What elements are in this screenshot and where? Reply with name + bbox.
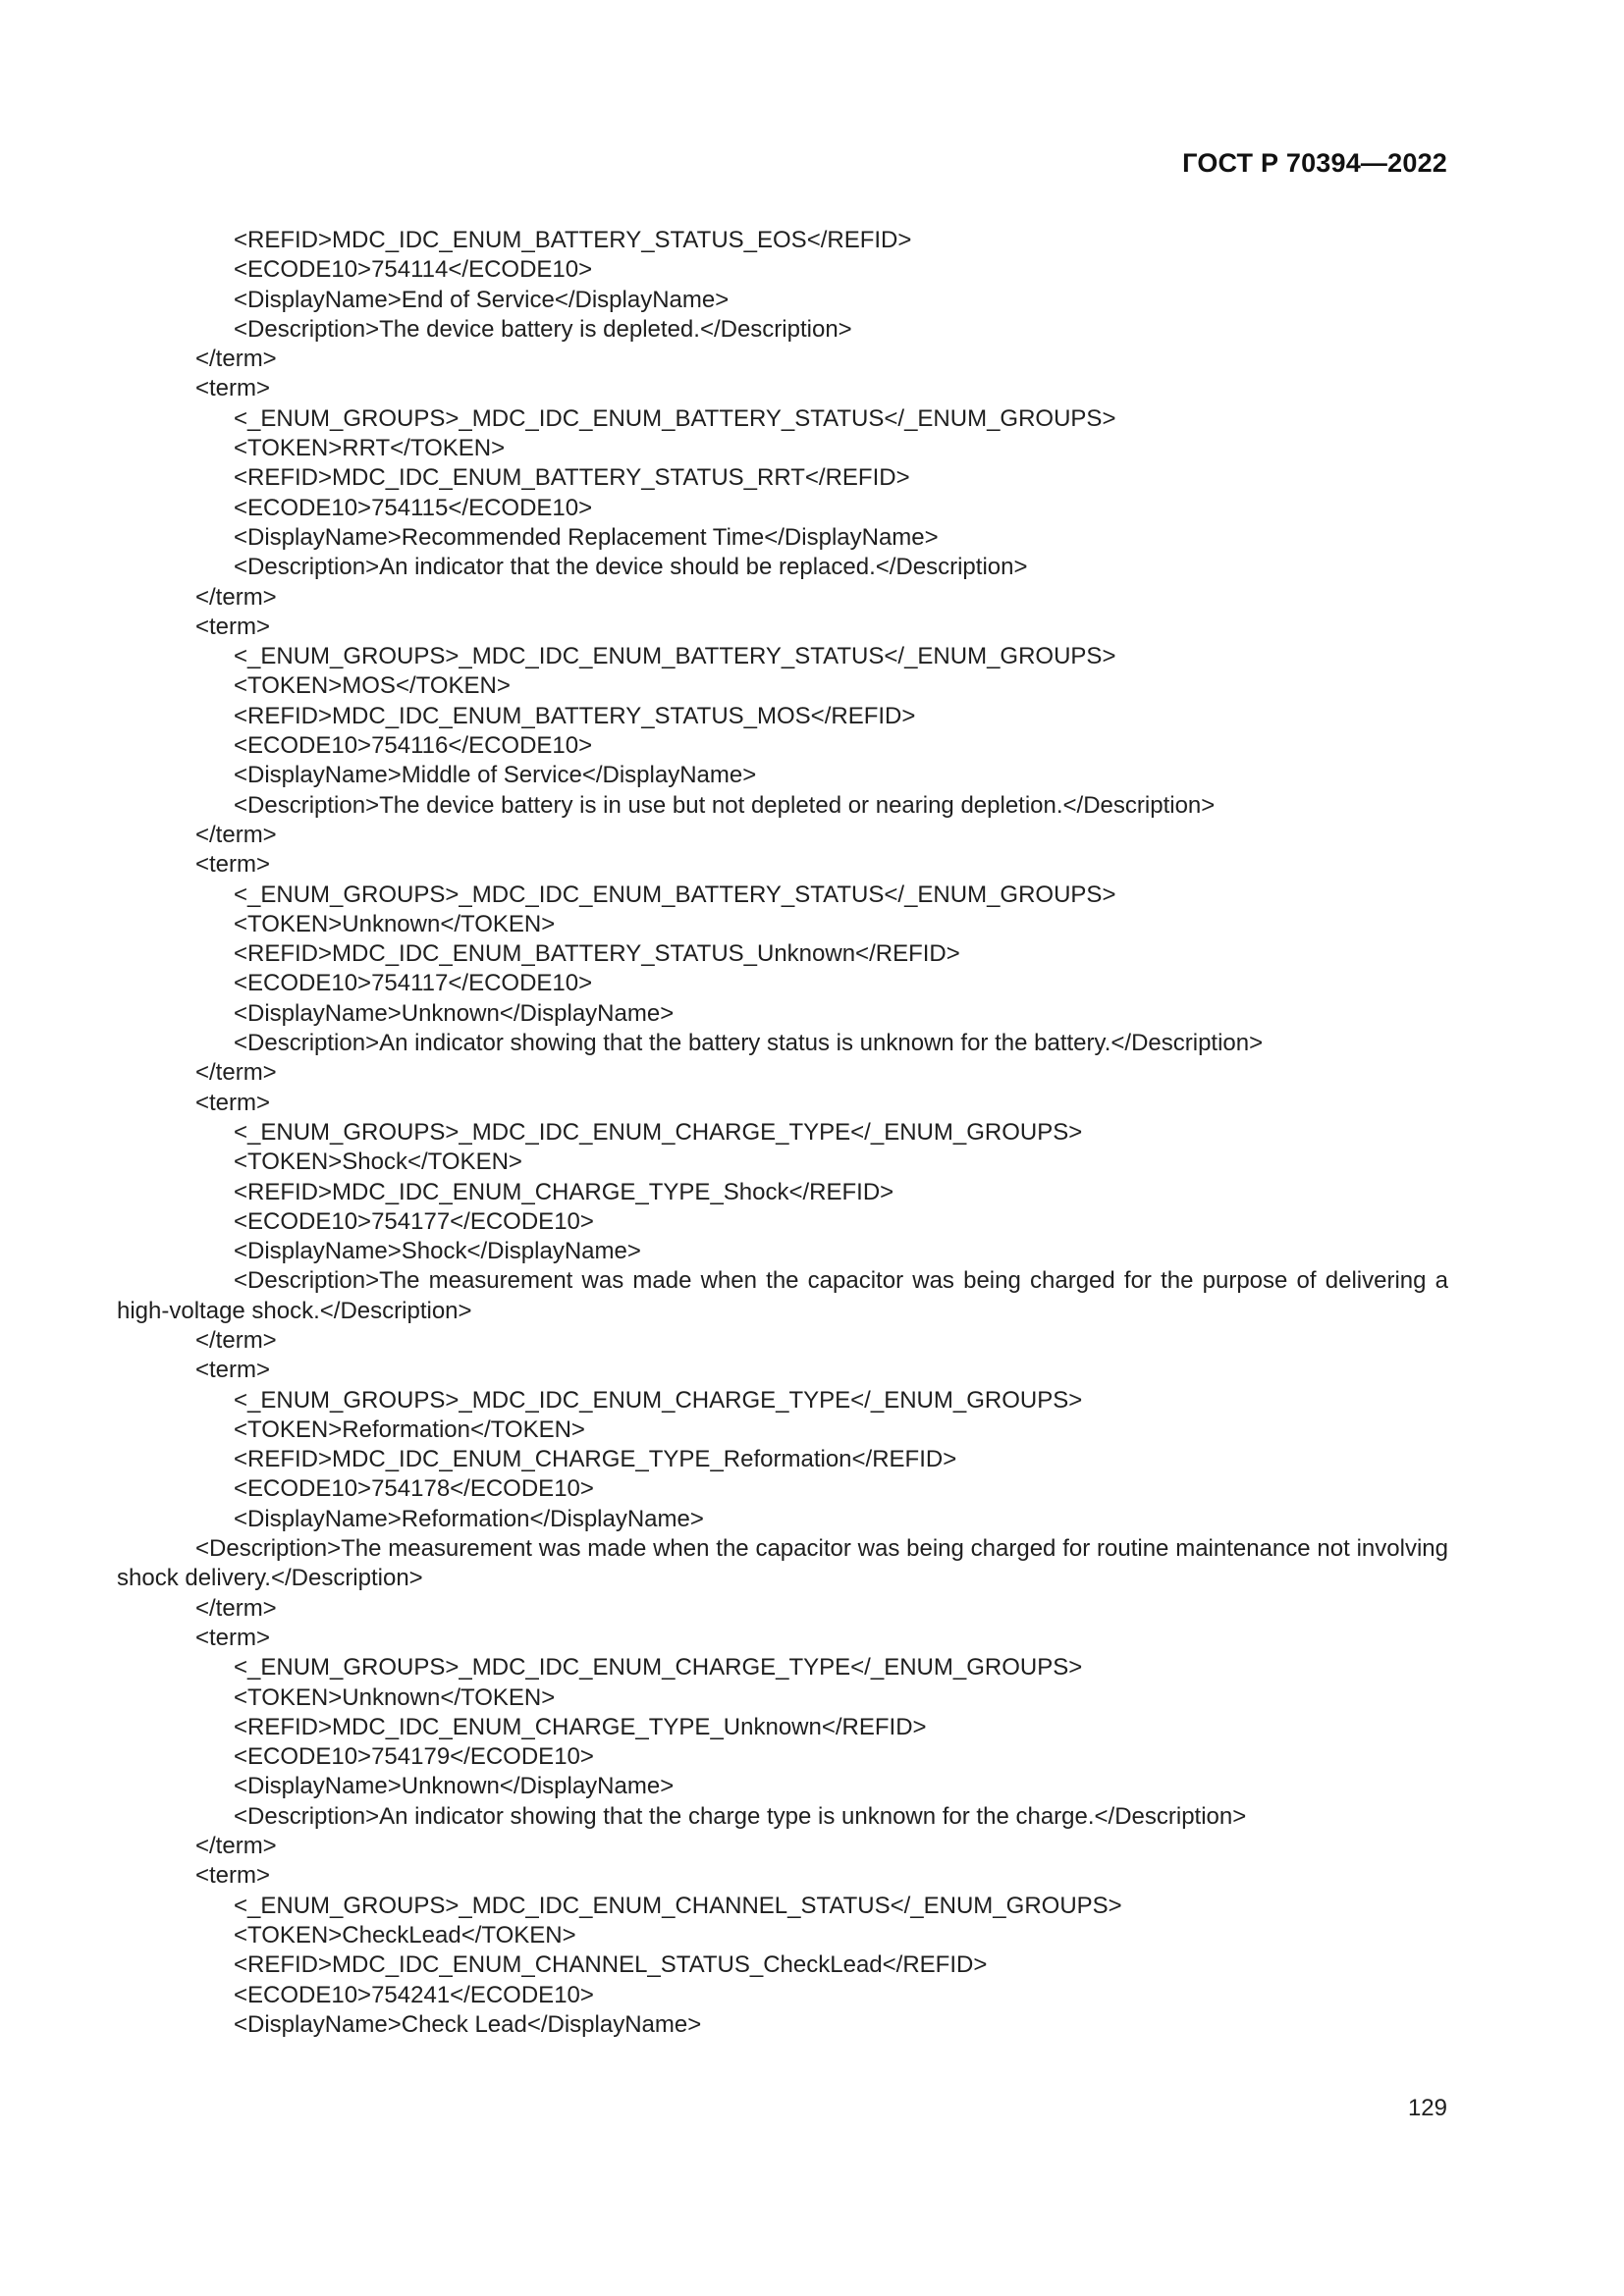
listing-line: <_ENUM_GROUPS>_MDC_IDC_ENUM_BATTERY_STATUS</_ENUM_GROUPS>	[234, 881, 1116, 908]
listing-line: <TOKEN>Shock</TOKEN>	[234, 1148, 522, 1176]
listing-line: <TOKEN>Reformation</TOKEN>	[234, 1415, 585, 1443]
listing-line: <term>	[195, 1357, 271, 1384]
listing-line: <REFID>MDC_IDC_ENUM_CHANNEL_STATUS_CheckLead</REFID>	[234, 1951, 988, 1979]
listing-line: <_ENUM_GROUPS>_MDC_IDC_ENUM_BATTERY_STATUS</_ENUM_GROUPS>	[234, 643, 1116, 670]
listing-line: <Description>The measurement was made when the capacitor was being charged for the purpose of delivering a high-voltage shock.</Description>	[117, 1267, 1448, 1324]
listing-line: <ECODE10>754179</ECODE10>	[234, 1743, 594, 1771]
listing-line: <_ENUM_GROUPS>_MDC_IDC_ENUM_CHARGE_TYPE</_ENUM_GROUPS>	[234, 1118, 1083, 1146]
listing-line: <DisplayName>Middle of Service</DisplayName>	[234, 762, 757, 789]
listing-line: <Description>The device battery is depleted.</Description>	[234, 315, 852, 343]
listing-line: <DisplayName>Recommended Replacement Time</DisplayName>	[234, 523, 939, 551]
listing-line: <Description>An indicator showing that the battery status is unknown for the battery.</Description>	[234, 1030, 1264, 1057]
listing-line: <REFID>MDC_IDC_ENUM_BATTERY_STATUS_EOS</REFID>	[234, 227, 912, 253]
listing-line: <REFID>MDC_IDC_ENUM_CHARGE_TYPE_Shock</REFID>	[234, 1178, 894, 1205]
listing-line: <ECODE10>754178</ECODE10>	[234, 1475, 594, 1503]
listing-line: <term>	[195, 1862, 271, 1890]
listing-line: <TOKEN>Unknown</TOKEN>	[234, 1683, 556, 1711]
listing-line: <REFID>MDC_IDC_ENUM_BATTERY_STATUS_RRT</REFID>	[234, 464, 910, 492]
listing-line: <DisplayName>Reformation</DisplayName>	[234, 1505, 704, 1532]
listing-line: <term>	[195, 1089, 271, 1116]
listing-line: <DisplayName>Shock</DisplayName>	[234, 1238, 641, 1265]
listing-line: <_ENUM_GROUPS>_MDC_IDC_ENUM_CHARGE_TYPE</_ENUM_GROUPS>	[234, 1386, 1083, 1414]
listing-line: <ECODE10>754116</ECODE10>	[234, 732, 593, 760]
listing-line: <Description>The measurement was made when the capacitor was being charged for routine maintenance not involving shock delivery.</Description>	[117, 1535, 1448, 1592]
listing-line: <TOKEN>MOS</TOKEN>	[234, 672, 511, 700]
listing-line: <DisplayName>Check Lead</DisplayName>	[234, 2010, 702, 2038]
listing-line: <Description>An indicator showing that the charge type is unknown for the charge.</Description>	[234, 1802, 1247, 1830]
listing-line: <ECODE10>754241</ECODE10>	[234, 1981, 594, 2008]
listing-line: </term>	[195, 1059, 277, 1087]
xml-listing	[117, 226, 1448, 2040]
listing-line: <DisplayName>Unknown</DisplayName>	[234, 999, 675, 1027]
listing-line: <_ENUM_GROUPS>_MDC_IDC_ENUM_CHANNEL_STATUS</_ENUM_GROUPS>	[234, 1892, 1122, 1919]
listing-line: <Description>An indicator that the device should be replaced.</Description>	[234, 554, 1028, 581]
listing-line: <REFID>MDC_IDC_ENUM_CHARGE_TYPE_Reformation</REFID>	[234, 1446, 957, 1473]
page-number: 129	[1407, 2095, 1447, 2121]
listing-line: <REFID>MDC_IDC_ENUM_BATTERY_STATUS_MOS</REFID>	[234, 702, 916, 729]
listing-line: <REFID>MDC_IDC_ENUM_BATTERY_STATUS_Unknown</REFID>	[234, 940, 960, 968]
listing-line: <term>	[195, 1624, 271, 1651]
listing-line: </term>	[195, 1326, 277, 1354]
listing-line: <TOKEN>RRT</TOKEN>	[234, 435, 506, 462]
listing-line: <DisplayName>End of Service</DisplayName>	[234, 286, 730, 313]
listing-line: </term>	[195, 1833, 277, 1860]
listing-line: <REFID>MDC_IDC_ENUM_CHARGE_TYPE_Unknown</REFID>	[234, 1713, 927, 1740]
document-standard-number: ГОСТ Р 70394—2022	[1182, 148, 1447, 178]
listing-line: <ECODE10>754114</ECODE10>	[234, 256, 593, 284]
listing-line: </term>	[195, 583, 277, 611]
listing-line: </term>	[195, 346, 277, 373]
listing-line: </term>	[195, 1594, 277, 1622]
listing-line: <TOKEN>CheckLead</TOKEN>	[234, 1921, 576, 1949]
listing-line: <ECODE10>754115</ECODE10>	[234, 494, 593, 521]
listing-line: <ECODE10>754117</ECODE10>	[234, 970, 593, 997]
listing-line: <TOKEN>Unknown</TOKEN>	[234, 910, 556, 937]
listing-line: </term>	[195, 821, 277, 848]
listing-line: <Description>The device battery is in use but not depleted or nearing depletion.</Description>	[234, 791, 1216, 819]
listing-line: <_ENUM_GROUPS>_MDC_IDC_ENUM_BATTERY_STATUS</_ENUM_GROUPS>	[234, 404, 1116, 432]
listing-line: <DisplayName>Unknown</DisplayName>	[234, 1773, 675, 1800]
listing-line: <ECODE10>754177</ECODE10>	[234, 1207, 594, 1235]
listing-line: <_ENUM_GROUPS>_MDC_IDC_ENUM_CHARGE_TYPE</_ENUM_GROUPS>	[234, 1654, 1083, 1682]
listing-line: <term>	[195, 851, 271, 879]
listing-line: <term>	[195, 375, 271, 402]
listing-line: <term>	[195, 613, 271, 640]
